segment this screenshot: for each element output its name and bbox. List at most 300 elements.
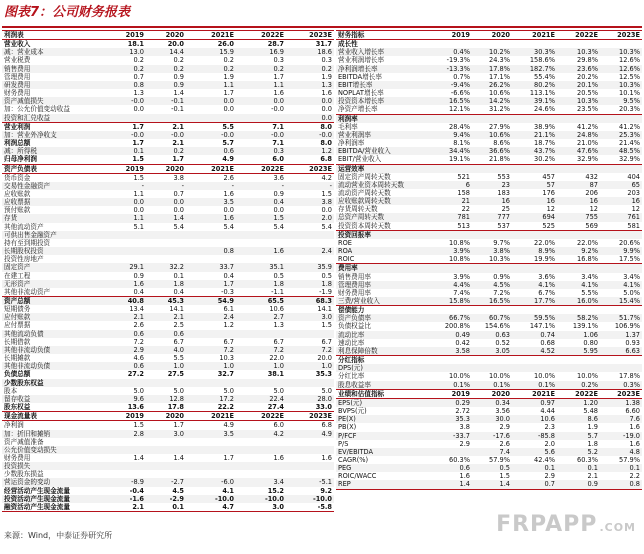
row-label: P/FCF (336, 432, 432, 440)
value-cell: 57 (512, 181, 557, 189)
value-cell: 1.6 (273, 89, 284, 98)
value-cell (600, 230, 642, 239)
value-cell (106, 239, 146, 247)
value-cell: 22 (461, 205, 470, 214)
value-cell: 16.0% (557, 297, 600, 306)
value-cell: 1.4 (432, 480, 472, 489)
table-header-row (336, 389, 642, 398)
value-cell: 18.6 (286, 48, 334, 56)
row-label: ROIC/WACC (338, 472, 377, 481)
row-label: 投资损失 (2, 462, 106, 470)
value-cell: 0.4 (173, 287, 184, 296)
value-cell: 24.6% (534, 105, 555, 114)
value-cell: 1.6 (629, 423, 640, 432)
table-row (2, 421, 334, 430)
value-cell: 6.0 (272, 155, 284, 164)
value-cell: 5.0 (273, 386, 284, 395)
value-cell: 203 (627, 188, 640, 197)
value-cell: 4.2 (236, 430, 286, 438)
value-cell (557, 230, 600, 239)
row-label: 应付票据 (4, 321, 31, 330)
value-cell: 3.5 (186, 430, 236, 438)
row-label: 长期借款 (4, 337, 31, 346)
table-row (2, 503, 334, 512)
value-cell (512, 356, 557, 365)
value-cell: 1.6 (273, 453, 284, 462)
row-label: 无形资产 (2, 280, 106, 288)
value-cell (106, 255, 146, 263)
value-cell: 7.2 (186, 346, 236, 354)
value-cell: 5.0 (133, 386, 144, 395)
row-label: 其他非流动负债 (2, 362, 106, 370)
table-row (336, 322, 642, 330)
value-cell: 16.5% (472, 297, 512, 306)
table-row (336, 464, 642, 472)
table-row (336, 423, 642, 431)
value-cell: 5.4 (321, 222, 332, 231)
left-financial-table (2, 30, 334, 512)
table-row (2, 321, 334, 329)
value-cell: 1.5 (321, 321, 332, 330)
value-cell: 1.9 (587, 423, 598, 432)
watermark-suffix: .COM (599, 521, 636, 534)
value-cell: 4.1% (600, 281, 642, 289)
value-cell: 1.7 (172, 155, 184, 164)
value-cell: 10.3% (600, 81, 642, 89)
value-cell: 200.8% (444, 322, 470, 331)
row-label: EBIT/营业收入 (338, 155, 382, 164)
value-cell (512, 114, 557, 123)
value-cell (472, 356, 512, 365)
value-cell: 0.8 (600, 480, 642, 489)
value-cell: 755 (557, 213, 600, 221)
table-row (2, 239, 334, 247)
value-cell: 24.3% (489, 56, 510, 65)
value-cell: 28.7 (267, 40, 284, 49)
value-cell (146, 462, 186, 470)
value-cell (146, 438, 186, 446)
row-label: 流动营业资本周转天数 (336, 181, 432, 189)
value-cell: 1.3 (133, 89, 144, 98)
value-cell (106, 247, 146, 255)
value-cell: 32.9% (619, 155, 640, 164)
value-cell: 18.7% (534, 139, 555, 148)
value-cell: 28.4% (449, 122, 470, 131)
value-cell: 206 (585, 188, 598, 197)
value-cell: 30.2% (534, 155, 555, 164)
value-cell: 6 (432, 181, 472, 189)
value-cell: 4.44 (540, 407, 555, 416)
value-cell: 5.0 (223, 386, 234, 395)
value-cell: 12.5% (619, 72, 640, 81)
value-cell: 521 (457, 172, 470, 181)
value-cell: 15.9 (186, 48, 236, 56)
value-cell (557, 306, 600, 315)
value-cell (146, 247, 186, 255)
value-cell: 2020 (146, 31, 186, 40)
table-header-row (336, 31, 642, 40)
table-row (2, 462, 334, 470)
row-label: 资产减值准备 (4, 437, 44, 446)
value-cell (432, 364, 472, 372)
value-cell: 5.48 (583, 407, 598, 416)
value-cell: 1.8 (587, 439, 598, 448)
value-cell: 2.1 (146, 313, 186, 321)
row-label: 存货周转天数 (338, 205, 378, 214)
table-row (2, 73, 334, 81)
value-cell: -13.3% (432, 65, 472, 73)
value-cell: 2022E (557, 389, 600, 398)
value-cell: -2.7 (146, 478, 186, 486)
table-row (336, 347, 642, 356)
value-cell (146, 379, 186, 387)
value-cell: 4.4% (432, 281, 472, 289)
value-cell: 42.4% (534, 455, 555, 464)
value-cell: 12 (631, 205, 640, 214)
value-cell: 12.1% (449, 105, 470, 114)
value-cell: 21.1% (512, 131, 557, 139)
table-row (2, 297, 334, 306)
value-cell: 1.6 (223, 189, 234, 198)
value-cell: -17.6 (472, 432, 512, 440)
table-row (336, 306, 642, 315)
value-cell: 3.05 (472, 347, 512, 356)
value-cell: 1.4 (133, 453, 144, 462)
table-row (2, 338, 334, 346)
value-cell: 5.7 (557, 432, 600, 440)
value-cell: 0.1 (106, 147, 146, 155)
value-cell: 7.2 (133, 337, 144, 346)
value-cell: 1.0 (286, 362, 334, 370)
value-cell: 1.1 (106, 214, 146, 222)
value-cell: 1.6 (321, 453, 332, 462)
table-row (2, 288, 334, 297)
value-cell: 31.7 (315, 40, 332, 49)
value-cell: -0.0 (146, 131, 186, 139)
value-cell: 57.9% (489, 455, 510, 464)
table-row (2, 65, 334, 73)
value-cell: 5.1 (133, 222, 144, 231)
value-cell: 41.2% (577, 122, 598, 131)
value-cell: 2022E (557, 31, 600, 40)
value-cell (286, 446, 334, 454)
table-row (336, 73, 642, 81)
table-row (2, 147, 334, 155)
table-row (2, 478, 334, 486)
value-cell: 21 (432, 197, 472, 205)
value-cell: 0.9% (493, 272, 510, 281)
value-cell: 0.5 (321, 271, 332, 280)
value-cell: 10.8% (449, 255, 470, 264)
value-cell: 13.6 (127, 403, 144, 412)
row-label: 业绩和估值指标 (336, 389, 432, 398)
row-label: 其他非流动资产 (4, 287, 51, 296)
value-cell (106, 470, 146, 478)
value-cell: 0.8 (186, 247, 236, 255)
table-row (2, 454, 334, 462)
value-cell: 2.1 (587, 472, 598, 481)
table-row (336, 97, 642, 105)
value-cell: 581 (627, 221, 640, 230)
value-cell: 6.0 (273, 421, 284, 430)
value-cell: 19.9% (534, 255, 555, 264)
value-cell: 22.0 (269, 354, 284, 363)
row-label: 营业利润率 (336, 131, 432, 139)
row-label: 交易性金融资产 (2, 182, 106, 190)
value-cell: -1.1 (271, 287, 284, 296)
row-label: 分红指标 (336, 356, 432, 365)
row-label: BVPS(元) (338, 407, 367, 416)
value-cell (286, 239, 334, 247)
value-cell: - (146, 182, 186, 190)
value-cell: 0.1 (600, 464, 642, 472)
value-cell: 2.72 (455, 407, 470, 416)
right-financial-table (336, 30, 642, 490)
value-cell: 2023E (600, 389, 642, 398)
value-cell: 5.5% (581, 288, 598, 297)
value-cell (186, 462, 236, 470)
table-row (336, 197, 642, 205)
value-cell: 20.1% (557, 81, 600, 89)
left-table-body (2, 31, 334, 512)
table-row (336, 289, 642, 297)
value-cell (186, 239, 236, 247)
value-cell (236, 462, 286, 470)
table-row (336, 139, 642, 147)
value-cell (472, 364, 512, 372)
value-cell: 0.9 (133, 271, 144, 280)
value-cell: -10.0 (186, 495, 236, 503)
watermark-text: FRPAPP (496, 512, 598, 537)
value-cell: 4.1% (557, 281, 600, 289)
row-label: 财务费用率 (338, 288, 371, 297)
value-cell: 0.0 (286, 114, 334, 123)
value-cell: -0.4 (129, 486, 144, 495)
value-cell: 2021E (186, 412, 236, 421)
value-cell: 9.9% (600, 247, 642, 255)
value-cell: 4.9 (223, 421, 234, 430)
value-cell: 7.1 (272, 139, 284, 148)
value-cell: 35.3 (315, 370, 332, 379)
value-cell: 8.1% (453, 139, 470, 148)
value-cell: 537 (497, 221, 510, 230)
value-cell: -0.1 (146, 97, 186, 105)
row-label: 投资回报率 (336, 230, 432, 239)
value-cell: 35.9 (286, 263, 334, 271)
value-cell: 513 (457, 221, 470, 230)
value-cell: 14.4 (146, 48, 186, 56)
value-cell: 40.8 (106, 297, 146, 306)
value-cell: 0.6 (432, 464, 472, 472)
table-row (336, 114, 642, 123)
value-cell (186, 438, 236, 446)
value-cell: 8.6 (557, 415, 600, 423)
value-cell: 1.8 (286, 280, 334, 288)
value-cell: 2023E (286, 31, 334, 40)
value-cell: 10.6 (512, 415, 557, 423)
value-cell (146, 239, 186, 247)
value-cell: -0.3 (221, 287, 234, 296)
table-row (336, 381, 642, 390)
value-cell: 2021E (186, 31, 236, 40)
value-cell: 3.5 (186, 198, 236, 206)
value-cell: 3.9% (432, 247, 472, 255)
value-cell: 147.1% (529, 322, 555, 331)
value-cell (472, 306, 512, 315)
value-cell: 12 (546, 205, 555, 214)
value-cell: 0.2 (223, 56, 234, 65)
value-cell (600, 306, 642, 315)
value-cell: 0.0 (273, 206, 284, 215)
value-cell (236, 379, 286, 387)
value-cell: 1.6 (106, 280, 146, 288)
value-cell: 4.7 (186, 503, 236, 512)
value-cell (472, 264, 512, 273)
value-cell: 57.9% (619, 455, 640, 464)
row-label: 营业利润 (2, 122, 106, 131)
table-row (336, 205, 642, 213)
table-row (2, 495, 334, 503)
value-cell: 80.2% (512, 81, 557, 89)
value-cell: 6.8 (320, 155, 332, 164)
row-label: EBITDA增长率 (338, 72, 382, 81)
value-cell: 7.4 (472, 448, 512, 456)
value-cell: 2021E (512, 31, 557, 40)
title-divider (2, 26, 642, 28)
value-cell: 781 (432, 213, 472, 221)
value-cell: 4.1 (222, 486, 234, 495)
value-cell: -2.9 (146, 495, 186, 503)
value-cell: 12.6% (600, 65, 642, 73)
row-label: 财务费用 (4, 89, 31, 98)
table-row (2, 182, 334, 190)
value-cell: 2.1 (172, 139, 184, 148)
value-cell: 10.3% (600, 48, 642, 56)
row-label: 减：营业成本 (2, 48, 106, 56)
value-cell: -0.0 (186, 131, 236, 139)
value-cell (600, 356, 642, 365)
table-row (336, 213, 642, 221)
value-cell: 12 (589, 205, 598, 214)
value-cell: 0.0 (321, 206, 332, 215)
value-cell: 0.5 (273, 271, 284, 280)
value-cell: 4.8 (600, 448, 642, 456)
value-cell: 2019 (432, 389, 472, 398)
value-cell: 182.7% (512, 65, 557, 73)
table-row (2, 330, 334, 338)
row-label: EBIT增长率 (336, 81, 432, 89)
value-cell: 1.7 (132, 139, 144, 148)
table-row (2, 223, 334, 231)
value-cell: 2.3 (544, 423, 555, 432)
row-label: 投资和汇兑收益 (2, 114, 106, 123)
value-cell: 2020 (472, 389, 512, 398)
value-cell: 183 (497, 188, 510, 197)
value-cell: 26.0 (217, 40, 234, 49)
value-cell: 5.95 (557, 347, 600, 356)
value-cell (557, 164, 600, 173)
value-cell (472, 230, 512, 239)
value-cell: 2.7 (236, 313, 286, 321)
value-cell: - (186, 182, 236, 190)
value-cell: 0.63 (472, 331, 512, 339)
value-cell (186, 446, 236, 454)
value-cell: 3.56 (495, 407, 510, 416)
value-cell: 59.5% (512, 314, 557, 322)
value-cell: 432 (585, 172, 598, 181)
value-cell: - (106, 182, 146, 190)
table-row (2, 387, 334, 395)
value-cell: 0.1 (557, 464, 600, 472)
value-cell: 0.93 (625, 338, 640, 347)
value-cell: 5.4 (223, 222, 234, 231)
row-label: 在建工程 (4, 271, 31, 280)
row-label: 净利润 (4, 421, 24, 430)
value-cell (432, 114, 472, 123)
value-cell: -19.3% (446, 56, 470, 65)
value-cell (146, 470, 186, 478)
value-cell (600, 114, 642, 123)
value-cell: 4.5% (472, 281, 512, 289)
value-cell: 8.9% (512, 247, 557, 255)
value-cell: 13.4 (129, 305, 144, 314)
value-cell: 0.52 (495, 338, 510, 347)
value-cell: 0.3 (321, 56, 332, 65)
value-cell: 3.9% (453, 272, 470, 281)
value-cell: 36.6% (472, 147, 512, 155)
value-cell: 1.4 (472, 480, 512, 489)
value-cell: 23 (472, 181, 512, 189)
value-cell: 20.2% (577, 72, 598, 81)
row-label: 加：折旧和摊销 (2, 430, 106, 438)
table-row (2, 446, 334, 454)
value-cell: 9.5% (600, 97, 642, 105)
value-cell (557, 40, 600, 49)
value-cell: -33.7 (432, 432, 472, 440)
table-row (2, 214, 334, 222)
value-cell: 15.4% (600, 297, 642, 306)
value-cell: 31.2% (489, 105, 510, 114)
value-cell: 0.2 (133, 56, 144, 65)
value-cell (146, 231, 186, 239)
value-cell: 21.0% (577, 139, 598, 148)
value-cell: -0.0 (286, 131, 334, 139)
value-cell: 525 (542, 221, 555, 230)
table-row (2, 40, 334, 49)
value-cell (146, 255, 186, 263)
value-cell: 0.2 (286, 65, 334, 73)
value-cell: 2.1 (106, 313, 146, 321)
table-row (2, 370, 334, 378)
value-cell: 1.6 (459, 472, 470, 481)
row-label: 管理费用率 (336, 281, 432, 289)
value-cell: 4.0 (146, 346, 186, 354)
value-cell: 30.0 (472, 415, 512, 423)
value-cell: 5.5 (186, 122, 236, 131)
row-label: 营业税费 (4, 56, 31, 65)
value-cell: 1.9 (321, 72, 332, 81)
value-cell (432, 448, 472, 456)
value-cell (286, 231, 334, 239)
value-cell: 10.0% (534, 372, 555, 381)
value-cell: 87 (557, 181, 600, 189)
table-row (2, 438, 334, 446)
value-cell: 10.3% (489, 255, 510, 264)
value-cell: 60.3% (449, 455, 470, 464)
value-cell: 27.4 (267, 403, 284, 412)
value-cell: 35.1 (236, 263, 286, 271)
value-cell: 1.8 (146, 280, 186, 288)
